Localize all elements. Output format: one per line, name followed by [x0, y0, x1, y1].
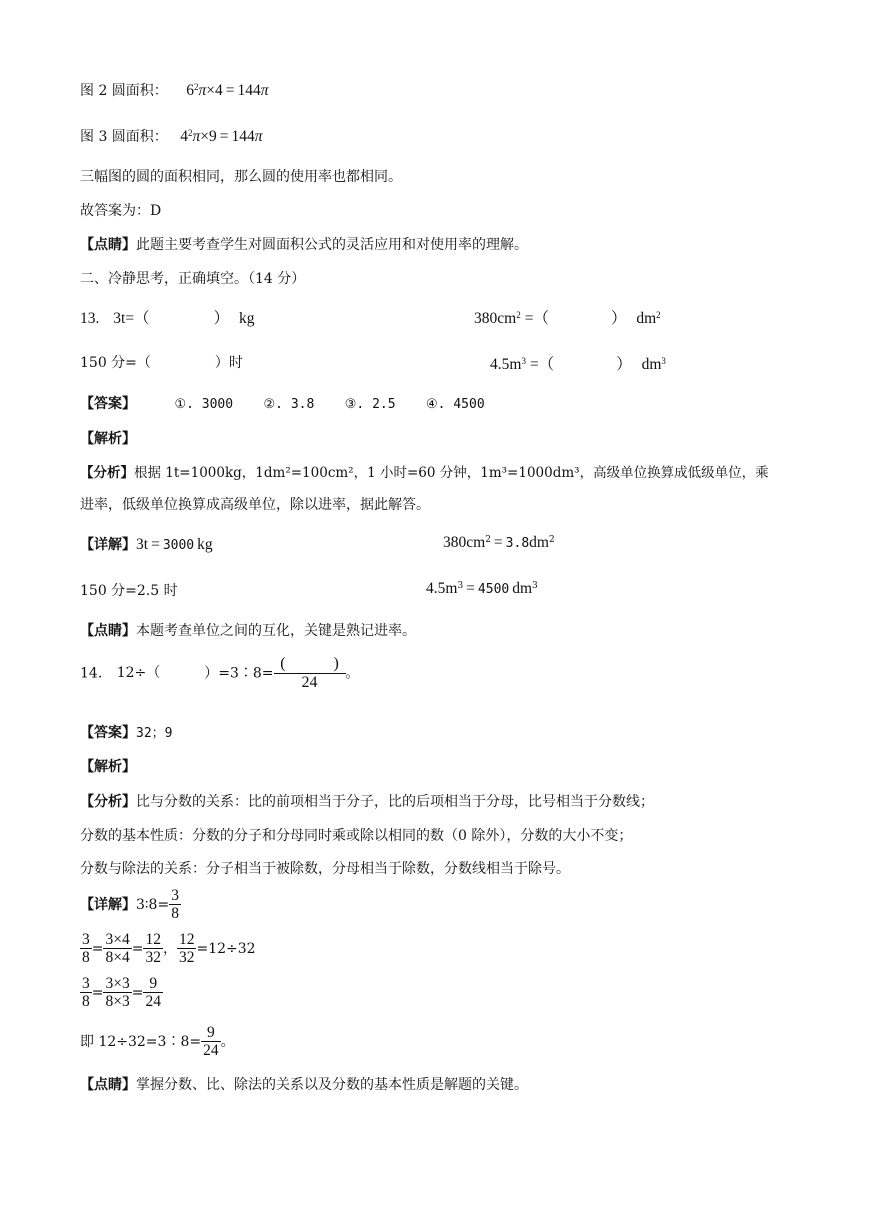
fraction: $\frac{3}{8}$ [82, 975, 90, 1011]
q13-detail-a: 【详解】3t = 3000 kg [80, 536, 213, 553]
q14-blank-fraction: $\frac{( )}{24}$ [274, 655, 346, 692]
q13-part-c: 150 分=（ ）时 [80, 355, 243, 371]
q13-answer-3: ③. 2.5 [344, 397, 396, 412]
fraction: $\frac{3}{8}$ [171, 887, 179, 923]
q13-answer-2: ②. 3.8 [263, 397, 315, 412]
q13-detail-d: $4.5m^3 = 4500$ $dm^3$ [426, 580, 538, 597]
fraction: $\frac{12}{32}$ [178, 931, 195, 967]
q14-analysis-2: 分数的基本性质：分数的分子和分母同时乘或除以相同的数（0 除外），分数的大小不变； [80, 828, 633, 844]
q13-answer-4: ④. 4500 [426, 397, 485, 412]
q14-analysis-tag: 【解析】 [80, 759, 136, 775]
q14-number: 14. [80, 665, 103, 682]
fraction: $\frac{3\times 3}{8\times 3}$ [105, 975, 130, 1011]
q14-point-note: 【点睛】掌握分数、比、除法的关系以及分数的基本性质是解题的关键。 [80, 1077, 528, 1093]
q13-number: 13. [80, 310, 100, 327]
q13-part-b: $380cm^2$ =（ ） $dm^2$ [474, 310, 661, 327]
q13-part-a: 13. 3t=（ ） kg [80, 310, 255, 327]
fig3-formula: $4^2\pi\times 9 = 144\pi$ [180, 128, 263, 145]
fraction: $\frac{3}{8}$ [82, 931, 90, 967]
q14-analysis-1: 【分析】比与分数的关系：比的前项相当于分子，比的后项相当于分母，比号相当于分数线； [80, 794, 654, 810]
fig2-formula: $6^2\pi\times 4 = 144\pi$ [186, 82, 269, 99]
q14-stem: 14. 12÷（ ）=3∶8= $\frac{( )}{24}$ 。 [80, 655, 360, 691]
fig3-label: 图 3 圆面积： [80, 129, 168, 145]
q13-analysis-tag: 【解析】 [80, 431, 136, 447]
fraction: $\frac{12}{32}$ [145, 931, 161, 967]
q13-analysis-p2: 进率，低级单位换算成高级单位，除以进率，据此解答。 [80, 497, 430, 513]
fig2-label: 图 2 圆面积： [80, 83, 168, 99]
section-heading: 二、冷静思考，正确填空。（14 分） [80, 271, 306, 287]
point-tag: 【点睛】 [80, 237, 136, 253]
fig2-area-line [80, 80, 269, 100]
fig3-area-line [80, 126, 263, 146]
point-text: 此题主要考查学生对圆面积公式的灵活应用和对使用率的理解。 [136, 237, 528, 253]
q13-answer-1: ①. 3000 [174, 397, 234, 412]
q14-detail-1: 【详解】3∶8= $\frac{3}{8}$ [80, 887, 179, 923]
q14-detail-4: 即 12÷32=3∶8= $\frac{9}{24}$ 。 [80, 1024, 235, 1060]
q13-detail-b: $380cm^2 = 3.8dm^2$ [443, 534, 555, 551]
q13-detail-c: 150 分=2.5 时 [80, 583, 178, 599]
q14-detail-2: $\frac{3}{8}$ = $\frac{3\times 4}{8\times 4}$ = $\frac{12}{32}$ ， $\frac{12}{32}$ =12÷32 [82, 931, 256, 967]
q14-detail-3: $\frac{3}{8}$ = $\frac{3\times 3}{8\times 3}$ = $\frac{9}{24}$ [82, 975, 161, 1011]
fraction: $\frac{9}{24}$ [203, 1024, 219, 1060]
q14-answer: 【答案】32；9 [80, 725, 173, 741]
fraction: $\frac{9}{24}$ [145, 975, 161, 1011]
conclusion-text: 三幅图的圆的面积相同，那么圆的使用率也都相同。 [80, 169, 402, 185]
fraction: $\frac{3\times 4}{8\times 4}$ [105, 931, 130, 967]
point-note-1 [80, 234, 528, 254]
q14-analysis-3: 分数与除法的关系：分子相当于被除数，分母相当于除数，分数线相当于除号。 [80, 861, 570, 877]
answer-line: 故答案为：D [80, 203, 162, 219]
q13-part-d: $4.5m^3$ =（ ） $dm^3$ [490, 356, 666, 373]
answer-tag: 【答案】 [80, 396, 136, 412]
q13-point-note: 【点睛】本题考查单位之间的互化，关键是熟记进率。 [80, 623, 416, 639]
q13-answer [80, 393, 485, 413]
q13-analysis-p1: 【分析】根据 1t=1000kg，1dm²=100cm²，1 小时=60 分钟，1m³=1000dm³，高级单位换算成低级单位，乘 [80, 465, 769, 481]
